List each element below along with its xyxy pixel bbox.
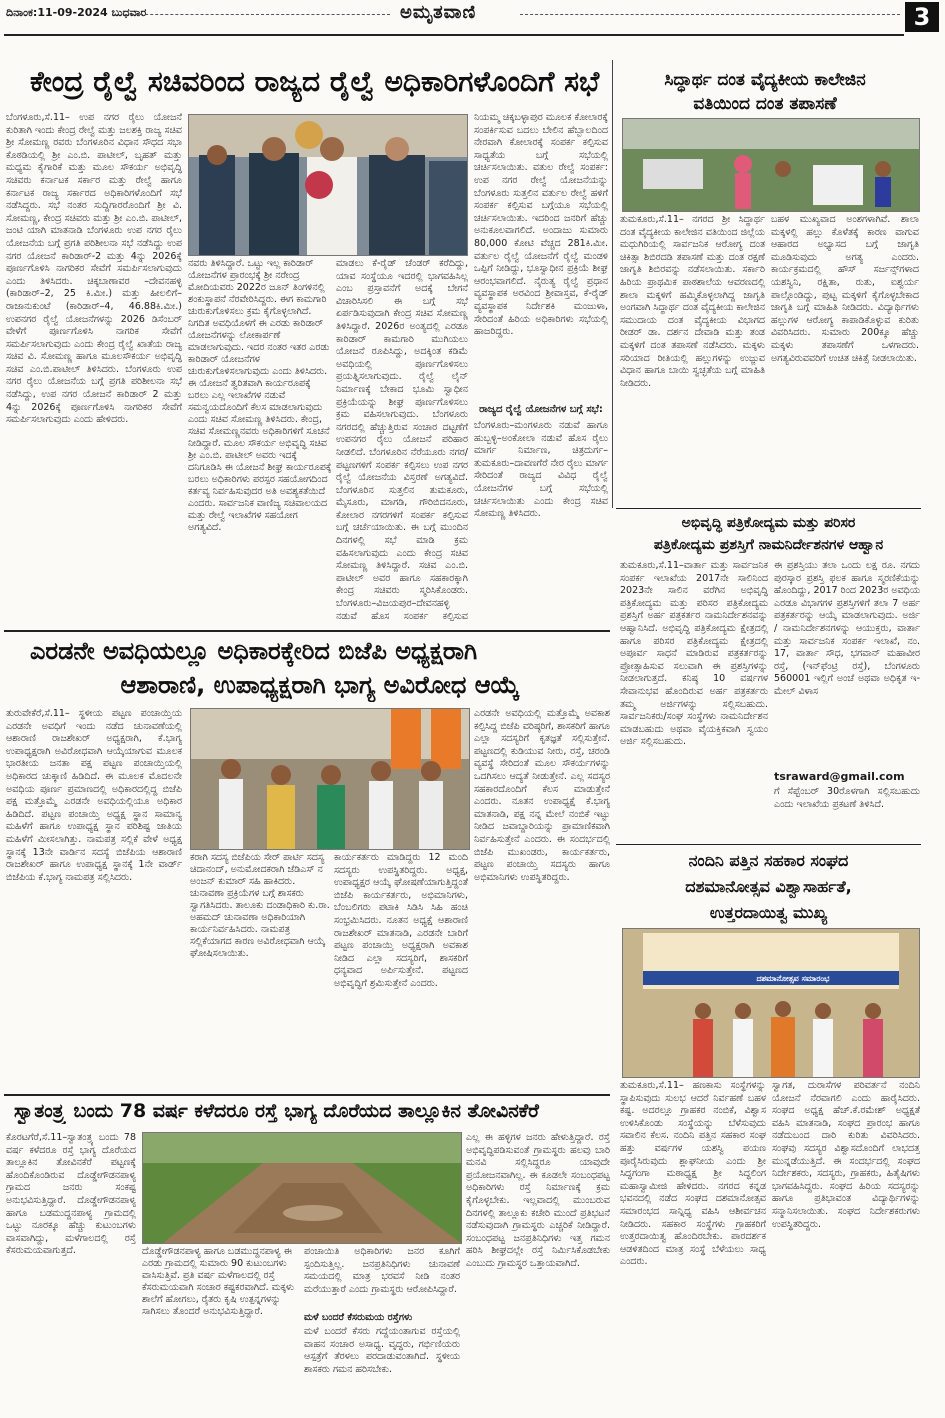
story2-headline-line2: ವತಿಯಿಂದ ದಂತ ತಪಾಸಣೆ: [693, 94, 837, 114]
story1-subsection-title: ರಾಜ್ಯದ ರೈಲ್ವೆ ಯೋಜನೆಗಳ ಬಗ್ಗೆ ಸಭೆ:: [479, 404, 603, 415]
story1-column-3: ಮಾಡಲು ಕೆ-ರೈಡ್ ಚೆಂಡರ್ ಕರೆದಿದ್ದು, ಯಾವ ಸಂಸ್ಥೆಯೂ ಇದರಲ್ಲಿ ಭಾಗವಹಿಸಿಲ್ಲ ಎಂಬ ಪ್ರಸ್ತಾವನೆಗೆ ಅದಕ್ಕೆ ಬೇಗನೆ ವಿಚಾರಿಸಿಸಲಿ ಈ ಬಗ್ಗೆ ಸಭೆ ಏರ್ಪಡಿಸುವುದಾಗಿ ಕೇಂದ್ರ ಸಚಿವ ಸೋಮಣ್ಣ ತಿಳಿಸಿದ್ದಾರೆ. 2026ರ ಅಂತ್ಯದಲ್ಲಿ ಎರಡೂ ಕಾರಿಡಾರ್ ಕಾಮಗಾರಿ ಮುಗಿಯಲು ಯೋಜನೆ ರೂಪಿಸಿದ್ದು, ಅದಕ್ಕಿಂತ ಕಡಿಮೆ ಅವಧಿಯಲ್ಲಿ ಪೂರ್ಣಗೊಳಿಸಲು ಪ್ರಯತ್ನಿಸಲಾಗುವುದು. ರೈಲ್ವೆ ಲೈನ್ ನಿರ್ಮಾಣಕ್ಕೆ ಬೇಕಾದ ಭೂಮಿ ಸ್ವಾಧೀನ ಪ್ರಕ್ರಿಯೆಯನ್ನು ಶೀಘ್ರ ಪೂರ್ಣಗೊಳಿಸಲು ಕ್ರಮ ವಹಿಸಲಾಗುವುದು. ಬೆಂಗಳೂರು ನಗರದಲ್ಲಿ ಹೆಚ್ಚುತ್ತಿರುವ ಸಂಚಾರ ದಟ್ಟಣೆಗೆ ಉಪನಗರ ರೈಲು ಯೋಜನೆ ಪರಿಹಾರ ನೀಡಲಿದೆ. ಬೆಂಗಳೂರಿನ ನೆರೆಯೂರು ನಗರ/ಪಟ್ಟಣಗಳಿಗೆ ಸಂಪರ್ಕ ಕಲ್ಪಿಸಲು ಉಪ ನಗರ ರೈಲ್ವೆ ಯೋಜನೆಯ ವಿಸ್ತರಣೆ ಅಗತ್ಯವಿದೆ. ಬೆಂಗಳೂರಿನ ಸುತ್ತಲಿನ ತುಮಕೂರು, ಮೈಸೂರು, ಮಾಗಡಿ, ಗೌರಿಬಿದನೂರು, ಕೋಲಾರ ನಗರಗಳಿಗೆ ಸಂಪರ್ಕ ಕಲ್ಪಿಸುವ ಬಗ್ಗೆ ಚರ್ಚೆಯಾಯಿತು. ಈ ಬಗ್ಗೆ ಮುಂದಿನ ದಿನಗಳಲ್ಲಿ ಸಭೆ ಮಾಡಿ ಕ್ರಮ ವಹಿಸಲಾಗುವುದು ಎಂದು ಕೇಂದ್ರ ಸಚಿವ ಸೋಮಣ್ಣ ತಿಳಿಸಿದ್ದಾರೆ. ಸಚಿವ ಎಂ.ಬಿ. ಪಾಟೀಲ್ ಅವರ ಹಾಗೂ ಸಹಕಾರಕ್ಕಾಗಿ ಕೇಂದ್ರ ಸಚಿವರು ಸ್ಮರಿಸಿಕೊಂಡರು. ಬೆಂಗಳೂರು–ವಿಜಯಪುರ–ದೇವನಹಳ್ಳಿ ನಡುವೆ ಹೊಸ ಸಂಪರ್ಕ ಕಲ್ಪಿಸುವ: [336, 258, 468, 622]
story6-column-2: ದೊಡ್ಡೇಗೌಡನಪಾಳ್ಯ ಹಾಗೂ ಬಡಮುದ್ದನಪಾಳ್ಯ ಈ ಎರಡು ಗ್ರಾಮದಲ್ಲಿ ಸುಮಾರು 90 ಕುಟುಂಬಗಳು ವಾಸಿಸುತ್ತಿವೆ. ಪ್ರತಿ ವರ್ಷ ಮಳೆಗಾಲದಲ್ಲಿ ರಸ್ತೆ ಕೆಸರುಮಯವಾಗಿ ಸಂಚಾರ ಕಷ್ಟಕರವಾಗಿದೆ. ಮಕ್ಕಳು ಶಾಲೆಗೆ ಹೋಗಲು, ರೈತರು ಕೃಷಿ ಉತ್ಪನ್ನಗಳನ್ನು ಸಾಗಿಸಲು ತೊಂದರೆ ಅನುಭವಿಸುತ್ತಿದ್ದಾರೆ.: [142, 1246, 295, 1317]
story5-headline-line3: ಉತ್ತರದಾಯಿತ್ವ ಮುಖ್ಯ: [709, 903, 828, 922]
story1-column-4b: ಬೆಂಗಳೂರು–ಮಂಗಳೂರು ನಡುವೆ ಹಾಗೂ ಹುಬ್ಬಳ್ಳಿ–ಅಂಕೋಲಾ ನಡುವೆ ಹೊಸ ರೈಲು ಮಾರ್ಗ ನಿರ್ಮಾಣ, ಚಿತ್ರದುರ್ಗ–ತುಮಕೂರು–ದಾವಣಗೆರೆ ನೇರ ರೈಲು ಮಾರ್ಗ ಸೇರಿದಂತೆ ರಾಜ್ಯದ ವಿವಿಧ ರೈಲ್ವೆ ಯೋಜನೆಗಳ ಬಗ್ಗೆ ಸಭೆಯಲ್ಲಿ ಚರ್ಚಿಸಲಾಯಿತು ಎಂದು ಕೇಂದ್ರ ಸಚಿವ ಸೋಮಣ್ಣ ತಿಳಿಸಿದರು.: [474, 420, 608, 520]
story4-column-2: ಕರಾಗಿ ಸದಸ್ಯ ಬಿಜೆಪಿಯ ಸೇರ್ ಪಾರ್ಟಿ ಸದಸ್ಯ ಚಿದಾನಂದ್, ಅನುಮೋದಕರಾಗಿ ಜೆಡಿಎಸ್ ನ ಅಂಜನ್ ಕುಮಾರ್ ಸಹಿ ಹಾಕಿದರು. ಚುನಾವಣಾ ಪ್ರಕ್ರಿಯೆಗಳ ಬಗ್ಗೆ ಶಾಸಕರು ಸ್ವಾಗತಿಸಿದರು. ತಾಲೂಕು ದಂಡಾಧಿಕಾರಿ ಕು.ರಾ. ಅಹಮದ್ ಚುನಾವಣಾ ಅಧಿಕಾರಿಯಾಗಿ ಕಾರ್ಯನಿರ್ವಹಿಸಿದರು. ನಾಮಪತ್ರ ಸಲ್ಲಿಕೆಯಾಗದ ಕಾರಣ ಅವಿರೋಧವಾಗಿ ಆಯ್ಕೆ ಘೋಷಿಸಲಾಯಿತು.: [190, 852, 330, 959]
story5-top-rule: [616, 844, 921, 845]
story5-photo: [622, 928, 920, 1078]
dental-camp-photo-graphic: [623, 119, 919, 211]
story6-subtitle: ಮಳೆ ಬಂದರೆ ಕೆಸರುಮಯ ರಸ್ತೆಗಳು: [304, 1312, 413, 1323]
muddy-road-photo-graphic: [143, 1133, 461, 1243]
meeting-photo-graphic: [189, 115, 467, 255]
story6-column-3b: ಮಳೆ ಬಂದರೆ ಕೆಸರು ಗದ್ದೆಯಂತಾಗುವ ರಸ್ತೆಯಲ್ಲಿ ವಾಹನ ಸಂಚಾರ ಅಸಾಧ್ಯ. ವೃದ್ಧರು, ಗರ್ಭಿಣಿಯರು ಆಸ್ಪತ್ರೆಗೆ ತೆರಳಲು ಪರದಾಡುವಂತಾಗಿದೆ. ಸ್ಥಳೀಯ ಶಾಸಕರು ಗಮನ ಹರಿಸಬೇಕು.: [304, 1326, 460, 1375]
story3-headline-line2: ಪತ್ರಿಕೋದ್ಯಮ ಪ್ರಶಸ್ತಿಗೆ ನಾಮನಿರ್ದೇಶನಗಳ ಆಹ್ವಾನ: [653, 537, 884, 553]
story4-headline: [30, 634, 610, 702]
story3-column-2b: ಗೆ ಸೆಪ್ಟೆಂಬರ್ 30ರೊಳಗಾಗಿ ಸಲ್ಲಿಸಬಹುದು ಎಂದು ಇಲಾಖೆಯ ಪ್ರಕಟಣೆ ತಿಳಿಸಿದೆ.: [774, 786, 920, 810]
story6-headline: ಸ್ವಾತಂತ್ರ್ಯ ಬಂದು 78 ವರ್ಷ ಕಳೆದರೂ ರಸ್ತೆ ಭಾಗ್ಯ ದೊರೆಯದ ತಾಲ್ಲೂಕಿನ ತೋವಿನಕೆರೆ: [14, 1100, 539, 1122]
story3-column-2: ಈ ಪ್ರಶಸ್ತಿಯು ತಲಾ ಒಂದು ಲಕ್ಷ ರೂ. ನಗದು ಪುರಸ್ಕಾರ ಪ್ರಶಸ್ತಿ ಫಲಕ ಹಾಗೂ ಸ್ಮರಣಿಕೆಯನ್ನು ಹೊಂದಿದ್ದು, 2017 ರಿಂದ 2023ರ ಅವಧಿಯ ಎರಡೂ ವಿಭಾಗಗಳ ಪ್ರಶಸ್ತಿಗಳಿಗೆ ತಲಾ 7 ಅರ್ಹ ಪತ್ರಕರ್ತರನ್ನು ಆಯ್ಕೆ ಮಾಡಲಾಗುವುದು. ಅರ್ಜಿ / ನಾಮನಿರ್ದೇಶನಗಳನ್ನು ಆಯುಕ್ತರು, ವಾರ್ತಾ ಮತ್ತು ಸಾರ್ವಜನಿಕ ಸಂಪರ್ಕ ಇಲಾಖೆ, ನಂ. 17, ವಾರ್ತಾ ಸೌಧ, ಭಗವಾನ್ ಮಹಾವೀರ ರಸ್ತೆ, (ಇನ್‌ಫೆಂಟ್ರಿ ರಸ್ತೆ), ಬೆಂಗಳೂರು 560001 ಇಲ್ಲಿಗೆ ಅಂಚೆ ಅಥವಾ ಅಧಿಕೃತ ಇ-ಮೇಲ್ ವಿಳಾಸ: [774, 560, 920, 697]
story4-column-1: ತುರುವೇಕೆರೆ,ಸೆ.11– ಸ್ಥಳೀಯ ಪಟ್ಟಣ ಪಂಚಾಯ್ತಿಯ ಎರಡನೇ ಅವಧಿಗೆ ಇಂದು ನಡೆದ ಚುನಾವಣೆಯಲ್ಲಿ ಆಶಾರಾಣಿ ರಾಜಶೇಖರ್ ಅಧ್ಯಕ್ಷರಾಗಿ, ಕೆ.ಭಾಗ್ಯ ಉಪಾಧ್ಯಕ್ಷರಾಗಿ ಅವಿರೋಧವಾಗಿ ಆಯ್ಕೆಯಾಗುವ ಮೂಲಕ ಭಾರತೀಯ ಜನತಾ ಪಕ್ಷ ಪಟ್ಟಣ ಪಂಚಾಯ್ತಿಯಲ್ಲಿ ಅಧಿಕಾರದ ಚುಕ್ಕಾಣಿ ಹಿಡಿದಿದೆ. ಈ ಮೂಲಕ ಮೊದಲನೇ ಅವಧಿಯ ಪೂರ್ಣ ಪ್ರಮಾಣದಲ್ಲಿ ಅಧಿಕಾರದಲ್ಲಿದ್ದ ಬಿಜೆಪಿ ಪಕ್ಷ ಮತ್ತೊಮ್ಮೆ ಎರಡನೇ ಅವಧಿಯಲ್ಲಿಯೂ ಅಧಿಕಾರ ಹಿಡಿದಿದೆ. ಪಟ್ಟಣ ಪಂಚಾಯ್ತಿ ಅಧ್ಯಕ್ಷ ಸ್ಥಾನ ಸಾಮಾನ್ಯ ಮಹಿಳೆಗೆ ಹಾಗೂ ಉಪಾಧ್ಯಕ್ಷ ಸ್ಥಾನ ಪರಿಶಿಷ್ಟ ಜಾತಿಯ ಮಹಿಳೆಗೆ ಮೀಸಲಾಗಿತ್ತು. ನಾಮಪತ್ರ ಸಲ್ಲಿಕೆ ವೇಳೆ ಅಧ್ಯಕ್ಷ ಸ್ಥಾನಕ್ಕೆ 13ನೇ ವಾರ್ಡಿನ ಸದಸ್ಯೆ ಬಿಜೆಪಿಯ ಆಶಾರಾಣಿ ರಾಜಶೇಖರ್ ಹಾಗೂ ಉಪಾಧ್ಯಕ್ಷ ಸ್ಥಾನಕ್ಕೆ 1ನೇ ವಾರ್ಡ್ ಬಿಜೆಪಿಯ ಕೆ.ಭಾಗ್ಯ ನಾಮಪತ್ರ ಸಲ್ಲಿಸಿದರು.: [6, 708, 182, 883]
story3-headline-line1: ಅಭಿವೃದ್ಧಿ ಪತ್ರಿಕೋದ್ಯಮ ಮತ್ತು ಪರಿಸರ: [681, 515, 856, 531]
story5-column-2: ಸ್ವಾಗತ, ದುರಾಸೆಗಳ ಪರಿವರ್ತನೆ ನಂದಿನಿ ಯೋಜನೆ ನೆರವಾಗಲಿ ಎಂದು ಹಾರೈಸಿದರು. ಸಂಘದ ಅಧ್ಯಕ್ಷ ಹೆಚ್.ಕೆ.ರಮೇಶ್ ಅಧ್ಯಕ್ಷತೆ ವಹಿಸಿ ಮಾತನಾಡಿ, ಸಂಘದ ಪ್ರಾರಂಭ ಹಾಗೂ ನಡೆದುಬಂದ ದಾರಿ ಕುರಿತು ವಿವರಿಸಿದರು. ಸಂಘವು ಸದಸ್ಯರ ವಿಶ್ವಾಸದೊಂದಿಗೆ ಲಾಭದತ್ತ ಮುನ್ನಡೆಯುತ್ತಿದೆ. ಈ ಸಂದರ್ಭದಲ್ಲಿ ಸಂಘದ ನಿರ್ದೇಶಕರು, ಸದಸ್ಯರು, ಗ್ರಾಹಕರು, ಹಿತೈಷಿಗಳು ಭಾಗವಹಿಸಿದ್ದರು. ಸಂಘದ ಹಿರಿಯ ಸದಸ್ಯರನ್ನು ಹಾಗೂ ಪ್ರತಿಭಾವಂತ ವಿದ್ಯಾರ್ಥಿಗಳನ್ನು ಸನ್ಮಾನಿಸಲಾಯಿತು. ಸಂಘದ ನಿರ್ದೇಶಕರುಗಳು ಉಪಸ್ಥಿತರಿದ್ದರು.: [772, 1080, 920, 1230]
story4-column-4: ಎರಡನೇ ಅವಧಿಯಲ್ಲಿ ಮತ್ತೊಮ್ಮೆ ಅವಕಾಶ ಕಲ್ಪಿಸಿದ್ದ ಬಿಜೆಪಿ ವರಿಷ್ಠರಿಗೆ, ಶಾಸಕರಿಗೆ ಹಾಗೂ ಎಲ್ಲಾ ಸದಸ್ಯರಿಗೆ ಕೃತಜ್ಞತೆ ಸಲ್ಲಿಸುತ್ತೇನೆ. ಪಟ್ಟಣದಲ್ಲಿ ಕುಡಿಯುವ ನೀರು, ರಸ್ತೆ, ಚರಂಡಿ ವ್ಯವಸ್ಥೆ ಸೇರಿದಂತೆ ಮೂಲ ಸೌಕರ್ಯಗಳನ್ನು ಒದಗಿಸಲು ಆದ್ಯತೆ ನೀಡುತ್ತೇನೆ. ಎಲ್ಲ ಸದಸ್ಯರ ಸಹಕಾರದೊಂದಿಗೆ ಕೆಲಸ ಮಾಡುತ್ತೇನೆ ಎಂದರು. ನೂತನ ಉಪಾಧ್ಯಕ್ಷೆ ಕೆ.ಭಾಗ್ಯ ಮಾತನಾಡಿ, ಪಕ್ಷ ನನ್ನ ಮೇಲೆ ನಂಬಿಕೆ ಇಟ್ಟು ನೀಡಿದ ಜವಾಬ್ದಾರಿಯನ್ನು ಪ್ರಾಮಾಣಿಕವಾಗಿ ನಿರ್ವಹಿಸುತ್ತೇನೆ ಎಂದರು. ಈ ಸಂದರ್ಭದಲ್ಲಿ ಬಿಜೆಪಿ ಮುಖಂಡರು, ಕಾರ್ಯಕರ್ತರು, ಪಟ್ಟಣ ಪಂಚಾಯ್ತಿ ಸದಸ್ಯರು ಹಾಗೂ ಅಭಿಮಾನಿಗಳು ಉಪಸ್ಥಿತರಿದ್ದರು.: [474, 708, 610, 883]
story2-column-1: ತುಮಕೂರು,ಸೆ.11– ನಗರದ ಶ್ರೀ ಸಿದ್ಧಾರ್ಥ ದಂತ ವೈದ್ಯಕೀಯ ಕಾಲೇಜಿನ ವತಿಯಿಂದ ಜಿಲ್ಲೆಯ ಮಧುಗಿರಿಯಲ್ಲಿ ಸಾರ್ವಜನಿಕ ಆರೋಗ್ಯ ದಂತ ಚಿಕಿತ್ಸಾ ಶಿಬಿರದಡಿ ತಪಾಸಣೆ ಮತ್ತು ದಂತ ರಕ್ಷಣೆ ಜಾಗೃತಿ ಶಿಬಿರವನ್ನು ನಡೆಸಲಾಯಿತು. ಸರ್ಕಾರಿ ಹಿರಿಯ ಪ್ರಾಥಮಿಕ ಪಾಠಶಾಲೆಯ ಆವರಣದಲ್ಲಿ ಶಾಲಾ ಮಕ್ಕಳಿಗೆ ಹಮ್ಮಿಕೊಳ್ಳಲಾಗಿದ್ದ ಜಾಗೃತಿ ಅಂಗವಾಗಿ ಸಿದ್ಧಾರ್ಥ ದಂತ ವೈದ್ಯಕೀಯ ಕಾಲೇಜಿನ ಸಮುದಾಯ ದಂತ ವೈದ್ಯಕೀಯ ವಿಭಾಗದ ರೀಡರ್ ಡಾ. ದರ್ಶನ ದೇವಾಡಿ ಮತ್ತು ತಂಡ ಮಕ್ಕಳಿಗೆ ದಂತ ತಪಾಸಣೆ ನಡೆಸಿದರು. ಮಕ್ಕಳು ಸರಿಯಾದ ರೀತಿಯಲ್ಲಿ ಹಲ್ಲುಗಳನ್ನು ಉಜ್ಜುವ ವಿಧಾನ ಹಾಗೂ ಬಾಯಿ ಸ್ವಚ್ಛತೆಯ ಬಗ್ಗೆ ಮಾಹಿತಿ ನೀಡಿದರು.: [620, 214, 765, 389]
story4-column-3: ಕಾರ್ಯಕರ್ತರು ಮಾಡಿದ್ದರು 12 ಮಂದಿ ಸದಸ್ಯರು ಉಪಸ್ಥಿತರಿದ್ದರು. ಅಧ್ಯಕ್ಷ, ಉಪಾಧ್ಯಕ್ಷರ ಆಯ್ಕೆ ಘೋಷಣೆಯಾಗುತ್ತಿದ್ದಂತೆ ಬಿಜೆಪಿ ಕಾರ್ಯಕರ್ತರು, ಅಭಿಮಾನಿಗಳು, ಬೆಂಬಲಿಗರು ಪಟಾಕಿ ಸಿಡಿಸಿ ಸಿಹಿ ಹಂಚಿ ಸಂಭ್ರಮಿಸಿದರು. ನೂತನ ಅಧ್ಯಕ್ಷೆ ಆಶಾರಾಣಿ ರಾಜಶೇಖರ್ ಮಾತನಾಡಿ, ಎರಡನೇ ಬಾರಿಗೆ ಪಟ್ಟಣ ಪಂಚಾಯ್ತಿ ಅಧ್ಯಕ್ಷರಾಗಿ ಅವಕಾಶ ನೀಡಿದ ಎಲ್ಲಾ ಸದಸ್ಯರಿಗೆ, ಶಾಸಕರಿಗೆ ಧನ್ಯವಾದ ಅರ್ಪಿಸುತ್ತೇನೆ. ಪಟ್ಟಣದ ಅಭಿವೃದ್ಧಿಗೆ ಶ್ರಮಿಸುತ್ತೇನೆ ಎಂದರು.: [334, 852, 468, 989]
story2-headline: [615, 68, 915, 116]
story2-column-2: ಬಹಳ ಮುಖ್ಯವಾದ ಅಂಶಗಳಾಗಿವೆ. ಶಾಲಾ ಮಕ್ಕಳಲ್ಲಿ ಹಲ್ಲು ಕೊಳೆತಕ್ಕೆ ಕಾರಣ ವಾಗುವ ಆಹಾರದ ಅಭ್ಯಾಸದ ಬಗ್ಗೆ ಜಾಗೃತಿ ಮೂಡಿಸುವುದು ಅಗತ್ಯ ಎಂದರು. ಕಾರ್ಯಕ್ರಮದಲ್ಲಿ ಹೌಸ್ ಸರ್ಜನ್ಸ್‌ಗಳಾದ ಯಶಸ್ವಿನಿ, ರಕ್ಷಿತಾ, ರುತು, ಐಶ್ವರ್ಯ ಪಾಲ್ಗೊಂಡಿದ್ದು, ಪುಟ್ಟ ಮಕ್ಕಳಿಗೆ ಕೈಗೊಳ್ಳಬೇಕಾದ ಜಾಗೃತಿ ಬಗ್ಗೆ ಮಾಹಿತಿ ನೀಡಿದರು. ವಿದ್ಯಾರ್ಥಿಗಳು ಹಲ್ಲುಗಳ ಆರೋಗ್ಯ ಕಾಪಾಡಿಕೊಳ್ಳುವ ಕುರಿತು ವಿವರಿಸಿದರು. ಸುಮಾರು 200ಕ್ಕೂ ಹೆಚ್ಚು ಮಕ್ಕಳು ತಪಾಸಣೆಗೆ ಒಳಗಾದರು. ಅಗತ್ಯವಿರುವವರಿಗೆ ಉಚಿತ ಚಿಕಿತ್ಸೆ ನೀಡಲಾಯಿತು.: [771, 214, 919, 364]
page-number: 3: [905, 2, 939, 32]
story6-top-rule: [4, 1094, 610, 1096]
story1-column-1: ಬೆಂಗಳೂರು,ಸೆ.11– ಉಪ ನಗರ ರೈಲು ಯೋಜನೆ ಕುರಿತಾಗಿ ಇಂದು ಕೇಂದ್ರ ರೇಲ್ವೆ ಮತ್ತು ಜಲಶಕ್ತಿ ರಾಜ್ಯ ಸಚಿವ ಶ್ರೀ ಸೋಮಣ್ಣ ರವರು ಬೆಂಗಳೂರಿನ ವಿಧಾನ ಸೌಧದ ಸಭಾ ಕೊಠಡಿಯಲ್ಲಿ ಶ್ರೀ ಎಂ.ಬಿ. ಪಾಟೀಲ್, ಬೃಹತ್ ಮತ್ತು ಮಧ್ಯಮ ಕೈಗಾರಿಕೆ ಮತ್ತು ಮೂಲ ಸೌಕರ್ಯ ಅಭಿವೃದ್ಧಿ ಸಚಿವರು ಕರ್ನಾಟಕ ಸರ್ಕಾರ ಮತ್ತು ರೇಲ್ವೆ ಹಾಗೂ ಕರ್ನಾಟಕ ರಾಜ್ಯ ಸರ್ಕಾರದ ಅಧಿಕಾರಿಗಳೊಂದಿಗೆ ಸಭೆ ನಡೆಸಿದ್ದರು. ಸಭೆ ನಂತರ ಸುದ್ದಿಗಾರರೊಂದಿಗೆ ಶ್ರೀ ವಿ. ಸೋಮಣ್ಣ, ಕೇಂದ್ರ ಸಚಿವರು ಮತ್ತು ಶ್ರೀ ಎಂ.ಬಿ. ಪಾಟೀಲ್, ಜಂಟಿ ಯಾಗಿ ಮಾತನಾಡಿ ಬೆಂಗಳೂರು ಉಪ ನಗರ ರೈಲು ಯೋಜನೆಯ ಬಗ್ಗೆ ಪ್ರಗತಿ ಪರಿಶೀಲನಾ ಸಭೆ ನಡೆಸಿದ್ದು ಉಪ ನಗರ ಯೋಜನೆ ಕಾರಿಡಾರ್-2 ಮತ್ತು 4ನ್ನು 2026ಕ್ಕೆ ಪೂರ್ಣಗೊಳಿಸಿ ನಾಗರಿಕರ ಸೇವೆಗೆ ಸಮರ್ಪಿಸಲಾಗುವುದು ಎಂದು ತಿಳಿಸಿದರು. ಚಿಕ್ಕಬಾಣಾವರ –ದೇವನಹಳ್ಳಿ (ಕಾರಿಡಾರ್–2, 25 ಕಿ.ಮೀ.) ಮತ್ತು ಹೀಲಲಿಗೆ–ರಾಜಾನುಕುಂಟೆ (ಕಾರಿಡಾರ್–4, 46.88ಕಿ.ಮೀ.) ಉಪನಗರ ರೈಲ್ವೆ ಯೋಜನೆಗಳನ್ನು 2026 ಡಿಸೆಂಬರ್ ವೇಳೆಗೆ ಪೂರ್ಣಗೊಳಿಸಿ ನಾಗರಿಕ ಸೇವೆಗೆ ಸಮರ್ಪಿಸಲಾಗುವುದು ಎಂದು ಕೇಂದ್ರ ರೈಲ್ವೆ ಖಾತೆಯ ರಾಜ್ಯ ಸಚಿವ ವಿ. ಸೋಮಣ್ಣ ಹಾಗೂ ಮೂಲಸೌಕರ್ಯ ಅಭಿವೃದ್ಧಿ ಸಚಿವ ಎಂ.ಬಿ.ಪಾಟೀಲ್ ತಿಳಿಸಿದರು. ಬೆಂಗಳೂರು ಉಪ ನಗರ ರೈಲು ಯೋಜನೆಯ ಬಗ್ಗೆ ಪ್ರಗತಿ ಪರಿಶೀಲನಾ ಸಭೆ ನಡೆಸಿದ್ದು, ಉಪ ನಗರ ಯೋಜನೆ ಕಾರಿಡಾರ್ 2 ಮತ್ತು 4ನ್ನು 2026ಕ್ಕೆ ಪೂರ್ಣಗೊಳಿಸಿ ನಾಗರಿಕರ ಸೇವೆಗೆ ಸಮರ್ಪಿಸಲಾಗುವುದು ಎಂದು ಹೇಳಿದರು.: [6, 112, 182, 426]
story3-top-rule: [616, 508, 921, 509]
story2-headline-line1: ಸಿದ್ಧಾರ್ಥ ದಂತ ವೈದ್ಯಕೀಯ ಕಾಲೇಜಿನ: [664, 70, 866, 90]
story1-headline: ಕೇಂದ್ರ ರೈಲ್ವೆ ಸಚಿವರಿಂದ ರಾಜ್ಯದ ರೈಲ್ವೆ ಅಧಿಕಾರಿಗಳೊಂದಿಗೆ ಸಭೆ: [30, 65, 600, 98]
story5-headline-line1: ನಂದಿನಿ ಪತ್ತಿನ ಸಹಕಾರ ಸಂಘದ: [688, 851, 849, 870]
election-photo-graphic: [191, 709, 469, 849]
ceremony-photo-graphic: [623, 929, 919, 1077]
masthead-divider-right: [520, 14, 900, 15]
column-divider: [612, 60, 613, 508]
masthead-date: ದಿನಾಂಕ:11-09-2024 ಬುಧವಾರ: [6, 6, 147, 19]
story1-column-2: ನವರು ತಿಳಿಸಿದ್ದಾರೆ. ಒಟ್ಟು ಇಲ್ಲ ಕಾರಿಡಾರ್ ಯೋಜನೆಗಳ ಪ್ರಾರಂಭಕ್ಕೆ ಶ್ರೀ ನರೇಂದ್ರ ಮೋದಿಯವರು 2022ರ ಜೂನ್ ತಿಂಗಳಿನಲ್ಲಿ ಶಂಕುಸ್ಥಾಪನೆ ನೆರವೇರಿಸಿದ್ದರು. ಈಗ ಕಾಮಗಾರಿ ಚುರುಕುಗೊಳಿಸಲು ಕ್ರಮ ಕೈಗೊಳ್ಳಲಾಗಿದೆ. ನಿಗದಿತ ಅವಧಿಯೊಳಗೆ ಈ ಎರಡು ಕಾರಿಡಾರ್ ಯೋಜನೆಗಳನ್ನು ಲೋಕಾರ್ಪಣೆ ಮಾಡಲಾಗುವುದು. ಇದರ ನಂತರ ಇತರ ಎರಡು ಕಾರಿಡಾರ್ ಯೋಜನೆಗಳ ಚುರುಕುಗೊಳಿಸಲಾಗುವುದು ಎಂದು ತಿಳಿಸಿದರು. ಈ ಯೋಜನೆ ತ್ವರಿತವಾಗಿ ಕಾರ್ಯರೂಪಕ್ಕೆ ಬರಲು ಎಲ್ಲ ಇಲಾಖೆಗಳ ನಡುವೆ ಸಮನ್ವಯದೊಂದಿಗೆ ಕೆಲಸ ಮಾಡಲಾಗುವುದು ಎಂದು ಸಚಿವ ಸೋಮಣ್ಣ ತಿಳಿಸಿದರು. ಕೇಂದ್ರ, ಸಚಿವ ಸೋಮಣ್ಣನವರು ಅಧಿಕಾರಿಗಳಿಗೆ ಸೂಚನೆ ನೀಡಿದ್ದಾರೆ. ಮೂಲ ಸೌಕರ್ಯ ಅಭಿವೃದ್ಧಿ ಸಚಿವ ಶ್ರೀ ಎಂ.ಬಿ. ಪಾಟೀಲ್ ಅವರು ಇದಕ್ಕೆ ದನಿಗೂಡಿಸಿ ಈ ಯೋಜನೆ ಶೀಘ್ರ ಕಾರ್ಯರೂಪಕ್ಕೆ ಬರಲು ಅಧಿಕಾರಿಗಳು ಪರಸ್ಪರ ಸಹಯೋಗದಿಂದ ಕರ್ತವ್ಯ ನಿರ್ವಹಿಸುವುದರ ಅತಿ ಅವಶ್ಯಕತೆಯಿದೆ ಎಂದರು. ಸಾರ್ವಜನಿಕ ವಾಣಿಜ್ಯ ಸಚಿವಾಲಯದ ಮತ್ತು ರೇಲ್ವೆ ಇಲಾಖೆಗಳ ಸಹಯೋಗ ಅಗತ್ಯವಿದೆ.: [188, 258, 332, 533]
story3-headline: [616, 512, 921, 556]
ceremony-banner-text: ದಶಮಾನೋತ್ಸವ ಸಮಾರಂಭ: [756, 974, 830, 983]
story4-top-rule: [4, 630, 610, 632]
story5-headline: [616, 848, 921, 926]
story6-column-4: ಎಲ್ಲ ಈ ಹಳ್ಳಿಗಳ ಜನರು ಹೇಳುತ್ತಿದ್ದಾರೆ. ರಸ್ತೆ ಅಭಿವೃದ್ಧಿಪಡಿಸುವಂತೆ ಗ್ರಾಮಸ್ಥರು ಹಲವು ಬಾರಿ ಮನವಿ ಸಲ್ಲಿಸಿದ್ದರೂ ಯಾವುದೇ ಪ್ರಯೋಜನವಾಗಿಲ್ಲ. ಈ ಕೂಡಲೇ ಸಂಬಂಧಪಟ್ಟ ಅಧಿಕಾರಿಗಳು ರಸ್ತೆ ನಿರ್ಮಾಣಕ್ಕೆ ಕ್ರಮ ಕೈಗೊಳ್ಳಬೇಕು. ಇಲ್ಲವಾದಲ್ಲಿ ಮುಂಬರುವ ದಿನಗಳಲ್ಲಿ ತಾಲ್ಲೂಕು ಕಚೇರಿ ಮುಂದೆ ಪ್ರತಿಭಟನೆ ನಡೆಸುವುದಾಗಿ ಗ್ರಾಮಸ್ಥರು ಎಚ್ಚರಿಕೆ ನೀಡಿದ್ದಾರೆ. ಸಂಬಂಧಪಟ್ಟ ಜನಪ್ರತಿನಿಧಿಗಳು ಇತ್ತ ಗಮನ ಹರಿಸಿ ಶೀಘ್ರದಲ್ಲೇ ರಸ್ತೆ ನಿರ್ಮಿಸಿಕೊಡಬೇಕು ಎಂಬುದು ಗ್ರಾಮಸ್ಥರ ಒತ್ತಾಯವಾಗಿದೆ.: [466, 1132, 610, 1269]
story4-photo: [190, 708, 470, 850]
story5-column-1: ತುಮಕೂರು,ಸೆ.11– ಹಣಕಾಸು ಸಂಸ್ಥೆಗಳನ್ನು ಸ್ಥಾಪಿಸುವುದು ಸುಲಭ ಆದರೆ ನಿರ್ವಹಣೆ ಬಹಳ ಕಷ್ಟ. ಅದರಲ್ಲೂ ಗ್ರಾಹಕರ ನಂಬಿಕೆ, ವಿಶ್ವಾಸ ಉಳಿಸಿಕೊಂಡು ಸಂಸ್ಥೆಯನ್ನು ಬೆಳೆಸುವುದು ಸವಾಲಿನ ಕೆಲಸ. ನಂದಿನಿ ಪತ್ತಿನ ಸಹಕಾರ ಸಂಘ ಹತ್ತು ವರ್ಷಗಳ ಯಶಸ್ವಿ ಪಯಣ ಪೂರೈಸಿರುವುದು ಶ್ಲಾಘನೀಯ ಎಂದು ಶ್ರೀ ಸಿದ್ಧಗಂಗಾ ಮಠಾಧ್ಯಕ್ಷ ಶ್ರೀ ಸಿದ್ಧಲಿಂಗ ಮಹಾಸ್ವಾಮೀಜಿ ಹೇಳಿದರು. ನಗರದ ಕನ್ನಡ ಭವನದಲ್ಲಿ ನಡೆದ ಸಂಘದ ದಶಮಾನೋತ್ಸವ ಸಮಾರಂಭದ ಸಾನ್ನಿಧ್ಯ ವಹಿಸಿ ಆಶೀರ್ವಚನ ನೀಡಿದರು. ಸಹಕಾರ ಸಂಸ್ಥೆಗಳು ಗ್ರಾಹಕರಿಗೆ ಉತ್ತರದಾಯಿತ್ವ ಹೊಂದಿರಬೇಕು. ಪಾರದರ್ಶಕ ಆಡಳಿತದಿಂದ ಮಾತ್ರ ಸಂಸ್ಥೆ ಬೆಳೆಯಲು ಸಾಧ್ಯ ಎಂದರು.: [620, 1080, 766, 1268]
story1-column-4: ನಿಯಮ್ಮ ಚಿಕ್ಕಬಳ್ಳಾಪುರ ಮೂಲಕ ಕೋಲಾರಕ್ಕೆ ಸಂಪರ್ಕಿಸುವ ಬದಲು ಬೇಲಿನ ಹೆಬ್ಬಾಲದಿಂದ ನೇರವಾಗಿ ಕೋಲಾರಕ್ಕೆ ಸಂಪರ್ಕ ಕಲ್ಪಿಸುವ ಸಾಧ್ಯತೆಯ ಬಗ್ಗೆ ಸಭೆಯಲ್ಲಿ ಚರ್ಚಿಸಲಾಯಿತು. ವತುಲ ರೇಲ್ವೆ ಸಂಪರ್ಕ: ಉಪ ನಗರ ರೇಲ್ವೆ ಯೋಜನೆಯನ್ನು ಬೆಂಗಳೂರು ಸುತ್ತಲಿನ ವರ್ತುಲ ರೇಲ್ವೆ ಹಳಿಗೆ ಸಂಪರ್ಕ ಕಲ್ಪಿಸುವ ಬಗ್ಗೆಯೂ ಸಭೆಯಲ್ಲಿ ಚರ್ಚಿಸಲಾಯಿತು. ಇದರಿಂದ ಜನರಿಗೆ ಹೆಚ್ಚು ಅನುಕೂಲವಾಗಲಿದೆ. ಅಂದಾಜು ಸುಮಾರು 80,000 ಕೋಟಿ ವೆಚ್ಚದ 281ಕಿ.ಮೀ. ವರ್ತುಲ ರೈಲ್ವೆ ಯೋಜನೆಗೆ ರೈಲ್ವೆ ಮಂಡಳಿ ಒಪ್ಪಿಗೆ ನೀಡಿದ್ದು, ಭೂಸ್ವಾಧೀನ ಪ್ರಕ್ರಿಯೆ ಶೀಘ್ರ ಆರಂಭವಾಗಲಿದೆ. ನೈರುತ್ಯ ರೈಲ್ವೆ ಪ್ರಧಾನ ವ್ಯವಸ್ಥಾಪಕ ಅರವಿಂದ ಶ್ರೀವಾಸ್ತವ, ಕೆ-ರೈಡ್ ವ್ಯವಸ್ಥಾಪಕ ನಿರ್ದೇಶಕಿ ಮಂಜುಳಾ, ಸೇರಿದಂತೆ ಹಿರಿಯ ಅಧಿಕಾರಿಗಳು ಸಭೆಯಲ್ಲಿ ಹಾಜರಿದ್ದರು.: [474, 112, 608, 338]
masthead-rule: [4, 34, 904, 36]
story4-headline-line2: ಆಶಾರಾಣಿ, ಉಪಾಧ್ಯಕ್ಷರಾಗಿ ಭಾಗ್ಯ ಅವಿರೋಧ ಆಯ್ಕೆ: [120, 671, 520, 699]
story2-photo: [622, 118, 920, 212]
story3-column-1: ತುಮಕೂರು,ಸೆ.11–ವಾರ್ತಾ ಮತ್ತು ಸಾರ್ವಜನಿಕ ಸಂಪರ್ಕ ಇಲಾಖೆಯ 2017ನೇ ಸಾಲಿನಿಂದ 2023ನೇ ಸಾಲಿನ ವರೆಗಿನ ಅಭಿವೃದ್ಧಿ ಪತ್ರಿಕೋದ್ಯಮ ಮತ್ತು ಪರಿಸರ ಪತ್ರಿಕೋದ್ಯಮ ಪ್ರಶಸ್ತಿಗೆ ಅರ್ಹ ಪತ್ರಕರ್ತರ ನಾಮನಿರ್ದೇಶನವನ್ನು ಆಹ್ವಾನಿಸಿದೆ. ಅಭಿವೃದ್ಧಿ ಪತ್ರಿಕೋದ್ಯಮ ಕ್ಷೇತ್ರದಲ್ಲಿ ಹಾಗೂ ಪರಿಸರ ಪತ್ರಿಕೋದ್ಯಮ ಕ್ಷೇತ್ರದಲ್ಲಿ ಅಪೂರ್ವ ಸಾಧನೆ ಮಾಡಿರುವ ಪತ್ರಕರ್ತರನ್ನು ಪ್ರೋತ್ಸಾಹಿಸುವ ಸಲುವಾಗಿ ಈ ಪ್ರಶಸ್ತಿಗಳನ್ನು ನೀಡಲಾಗುತ್ತದೆ. ಕನಿಷ್ಠ 10 ವರ್ಷಗಳ ಸೇವಾನುಭವ ಹೊಂದಿರುವ ಅರ್ಹ ಪತ್ರಕರ್ತರು ತಮ್ಮ ಅರ್ಜಿಗಳನ್ನು ಸಲ್ಲಿಸಬಹುದು. ಸಾರ್ವಜನಿಕರು/ಸಂಘ ಸಂಸ್ಥೆಗಳು ನಾಮನಿರ್ದೇಶನ ಮಾಡಬಹುದು ಅಥವಾ ವೈಯಕ್ತಿಕವಾಗಿ ಸ್ವಯಂ ಅರ್ಜಿ ಸಲ್ಲಿಸಬಹುದು.: [620, 560, 768, 748]
story6-column-1: ಕೊರಟಗೆರೆ,ಸೆ.11–ಸ್ವಾತಂತ್ರ್ಯ ಬಂದು 78 ವರ್ಷ ಕಳೆದರೂ ರಸ್ತೆ ಭಾಗ್ಯ ದೊರೆಯದ ತಾಲ್ಲೂಕಿನ ತೋವಿನಕೆರೆ ಪಟ್ಟಣಕ್ಕೆ ಹೊಂದಿಕೊಂಡಿರುವ ದೊಡ್ಡೇಗೌಡನಪಾಳ್ಯ ಗ್ರಾಮದ ಜನರು ಸಂಕಷ್ಟ ಅನುಭವಿಸುತ್ತಿದ್ದಾರೆ. ದೊಡ್ಡೇಗೌಡನಪಾಳ್ಯ ಹಾಗೂ ಬಡಮುದ್ದನಪಾಳ್ಯ ಗ್ರಾಮದಲ್ಲಿ ಒಟ್ಟು ನೂರಕ್ಕೂ ಹೆಚ್ಚು ಕುಟುಂಬಗಳು ವಾಸವಾಗಿದ್ದು, ಮಳೆಗಾಲದಲ್ಲಿ ರಸ್ತೆ ಕೆಸರುಮಯವಾಗುತ್ತದೆ.: [6, 1132, 136, 1257]
story3-email[interactable]: tsraward@gmail.com: [774, 770, 905, 783]
story5-headline-line2: ದಶಮಾನೋತ್ಸವ ವಿಶ್ವಾಸಾರ್ಹತೆ,: [685, 877, 852, 896]
story1-photo: [188, 114, 468, 256]
newspaper-title: ಅಮೃತವಾಣಿ: [400, 2, 477, 23]
story6-column-3: ಪಂಚಾಯಿತಿ ಅಧಿಕಾರಿಗಳು ಜನರ ಕೂಗಿಗೆ ಸ್ಪಂದಿಸುತ್ತಿಲ್ಲ. ಜನಪ್ರತಿನಿಧಿಗಳು ಚುನಾವಣೆ ಸಮಯದಲ್ಲಿ ಮಾತ್ರ ಭರವಸೆ ನೀಡಿ ನಂತರ ಮರೆಯುತ್ತಾರೆ ಎಂದು ಗ್ರಾಮಸ್ಥರು ಆರೋಪಿಸಿದ್ದಾರೆ.: [304, 1246, 460, 1295]
story6-photo: [142, 1132, 462, 1244]
masthead-divider-left: [130, 14, 390, 15]
story4-headline-line1: ಎರಡನೇ ಅವಧಿಯಲ್ಲೂ ಅಧಿಕಾರಕ್ಕೇರಿದ ಬಿಜೆಪಿ ಅಧ್ಯಕ್ಷರಾಗಿ: [30, 637, 478, 665]
